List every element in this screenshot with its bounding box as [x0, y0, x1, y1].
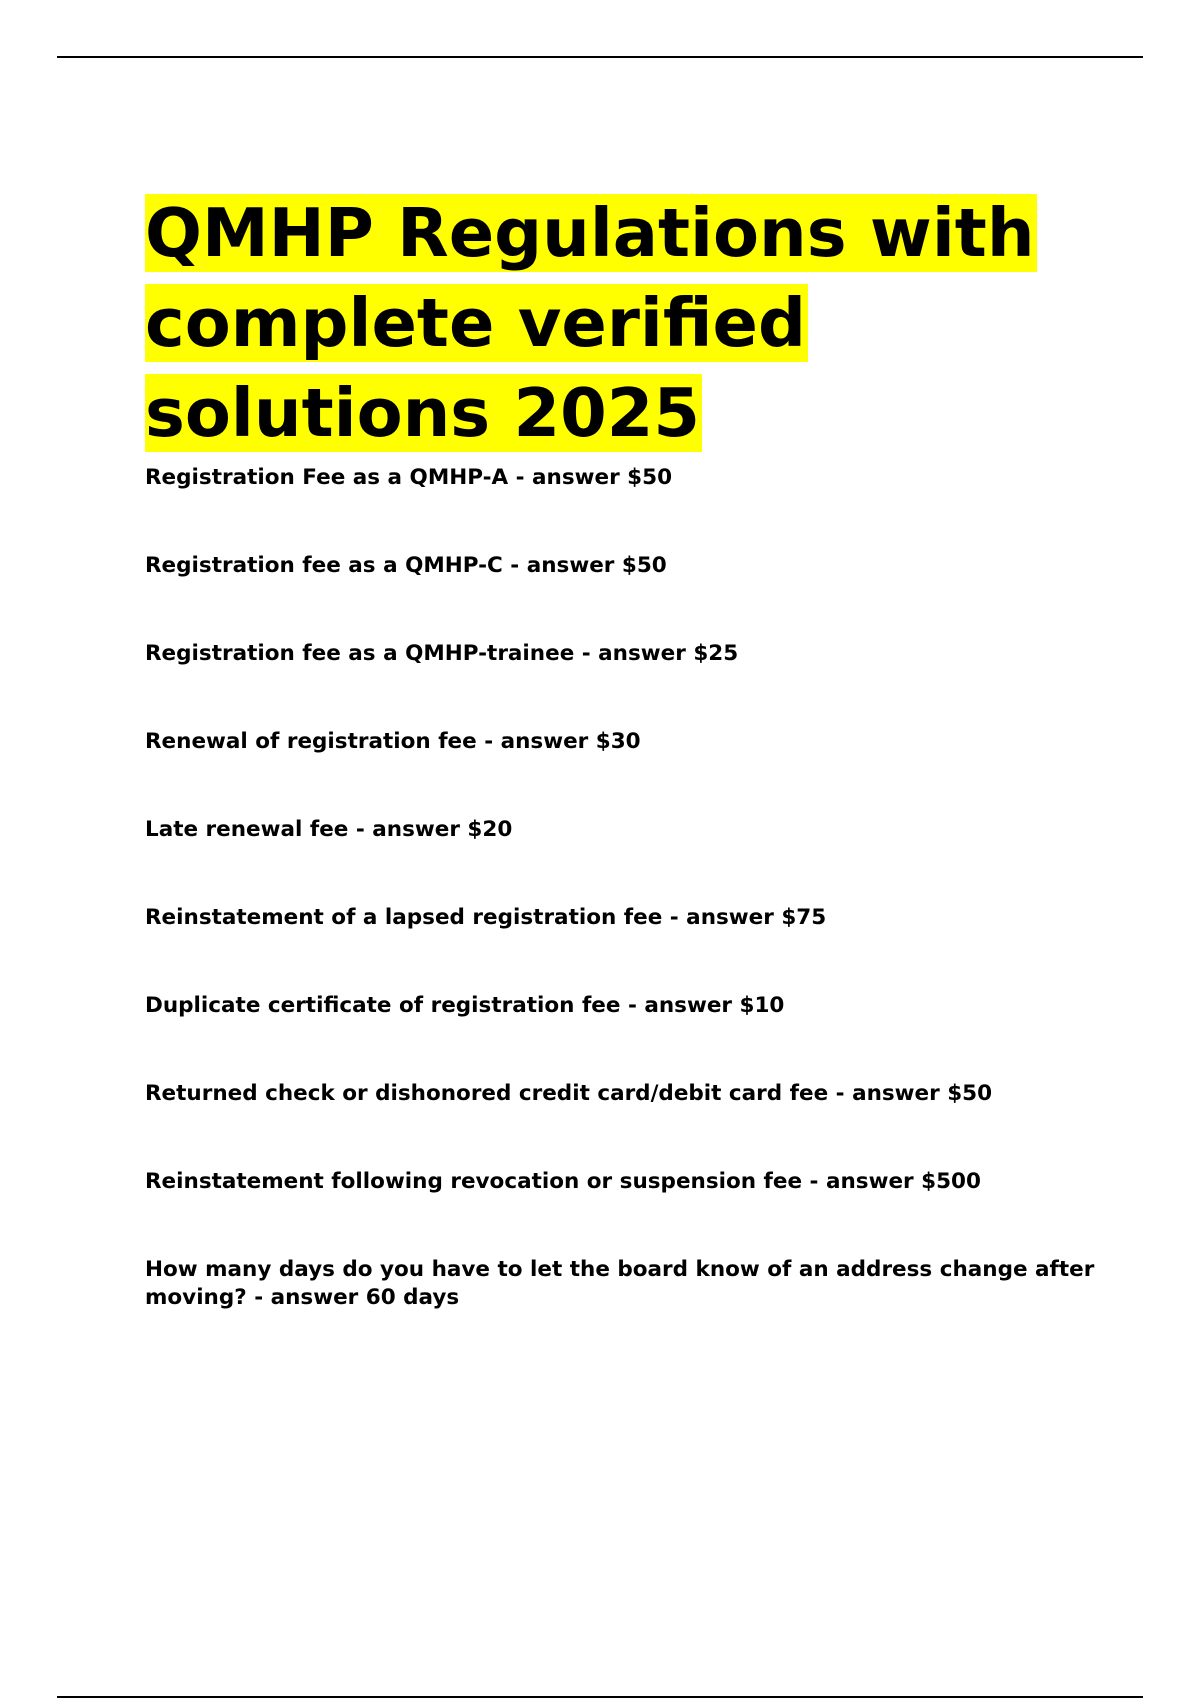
qa-item: Reinstatement following revocation or suspension fee - answer $500 — [145, 1169, 981, 1194]
qa-item: Duplicate certificate of registration fee - answer $10 — [145, 993, 785, 1018]
qa-item: Reinstatement of a lapsed registration fee - answer $75 — [145, 905, 827, 930]
document-title — [145, 188, 1095, 458]
qa-list — [145, 464, 1095, 1312]
qa-item: Registration Fee as a QMHP-A - answer $50 — [145, 465, 673, 490]
qa-item: Returned check or dishonored credit card/debit card fee - answer $50 — [145, 1081, 993, 1106]
document-body — [145, 188, 1095, 1372]
qa-item: How many days do you have to let the board know of an address change after moving? - answer 60 days — [145, 1257, 1095, 1310]
qa-item: Registration fee as a QMHP-trainee - answer $25 — [145, 641, 739, 666]
bottom-rule — [57, 1696, 1143, 1698]
qa-item: Renewal of registration fee - answer $30 — [145, 729, 641, 754]
top-rule — [57, 56, 1143, 58]
qa-item: Late renewal fee - answer $20 — [145, 817, 513, 842]
qa-item: Registration fee as a QMHP-C - answer $50 — [145, 553, 667, 578]
title-highlight: QMHP Regulations with complete verified solutions 2025 — [145, 194, 1035, 452]
